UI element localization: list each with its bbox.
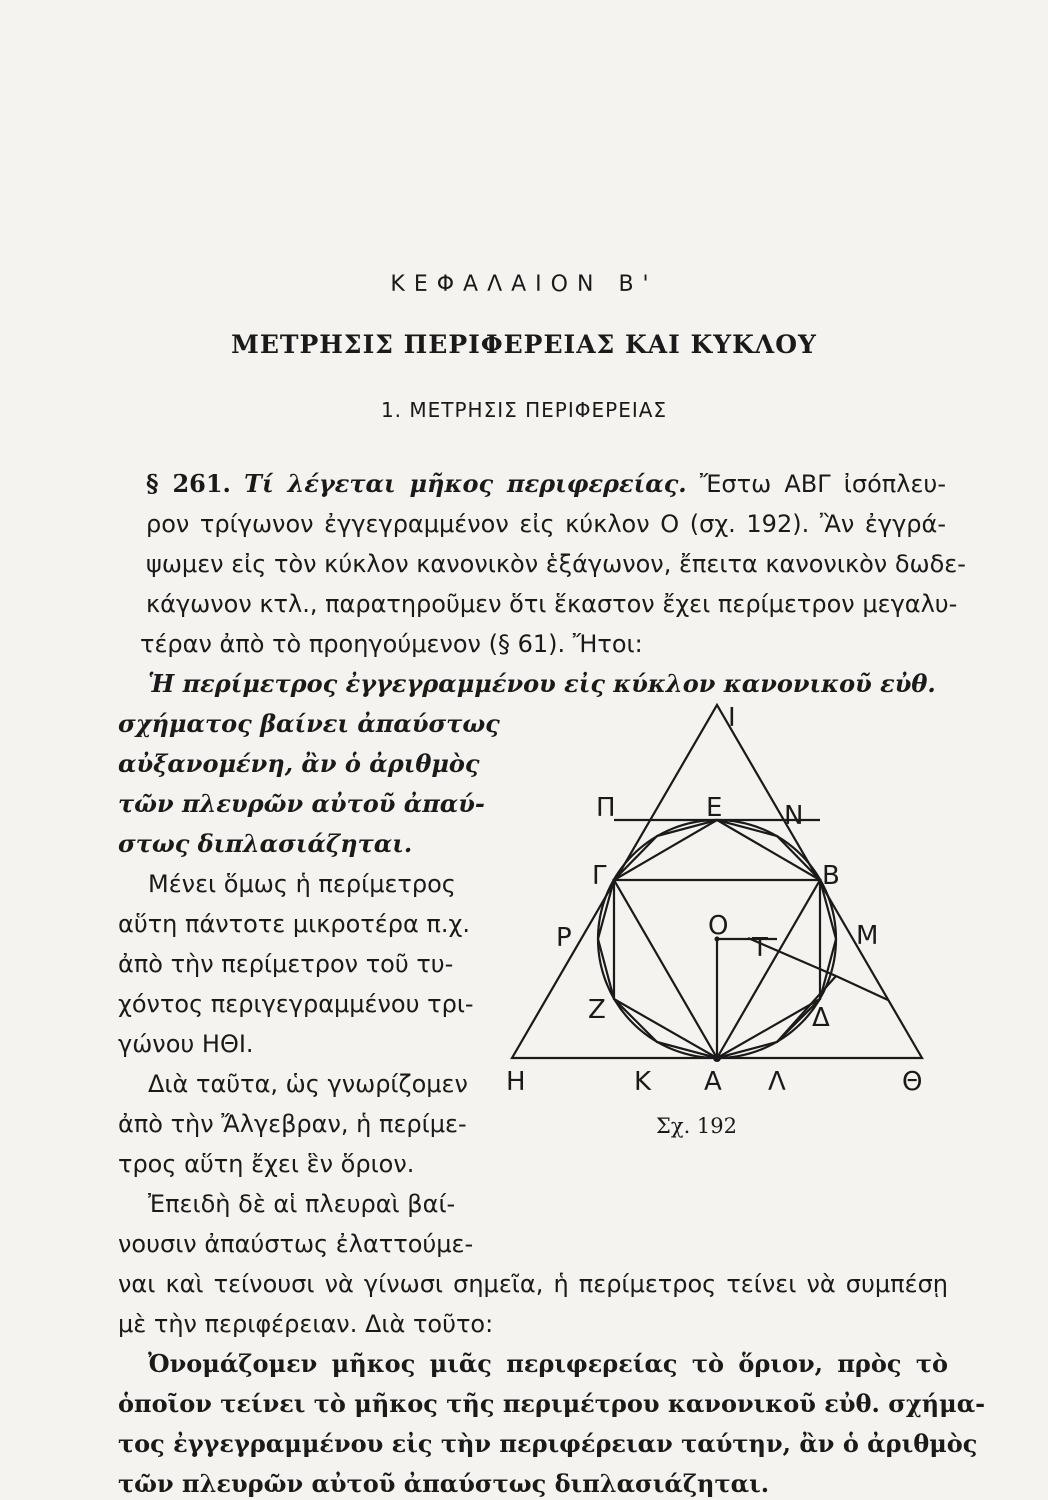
- label-K: Κ: [634, 1067, 652, 1097]
- label-L: Λ: [768, 1067, 786, 1097]
- label-D: Δ: [812, 1003, 830, 1033]
- para3-line1: Διὰ ταῦτα, ὡς γνωρίζομεν: [148, 1070, 468, 1098]
- figure-lines: [512, 705, 922, 1058]
- para1-line4: κάγωνον κτλ., παρατηροῦμεν ὅτι ἕκαστον ἔχει περίμετρον μεγαλυ-: [146, 590, 958, 618]
- para4-line3: ναι καὶ τείνουσι νὰ γίνωσι σημεῖα, ἡ περίμετρος τείνει νὰ συμπέσῃ: [118, 1270, 948, 1298]
- section-title: Τί λέγεται μῆκος περιφερείας.: [244, 469, 687, 498]
- label-R: Ρ: [556, 923, 572, 953]
- definition-line4: τῶν πλευρῶν αὐτοῦ ἀπαύστως διπλασιάζηται.: [118, 1469, 770, 1498]
- label-P: Π: [596, 793, 616, 823]
- para2-line1: Μένει ὅμως ἡ περίμετρος: [148, 870, 456, 898]
- definition-line2: ὁποῖον τείνει τὸ μῆκος τῆς περιμέτρου κανονικοῦ εὐθ. σχήμα-: [118, 1389, 986, 1418]
- para1-line1: [146, 468, 946, 500]
- para1-line1-rest: Ἔστω ΑΒΓ ἰσόπλευ-: [699, 470, 946, 498]
- definition-line1: Ὀνομάζομεν μῆκος μιᾶς περιφερείας τὸ ὅριον, πρὸς τὸ: [148, 1349, 948, 1378]
- para2-line2: αὕτη πάντοτε μικροτέρα π.χ.: [118, 910, 470, 938]
- para2-line3: ἀπὸ τὴν περίμετρον τοῦ τυ-: [118, 950, 454, 978]
- para2-line5: γώνου ΗΘΙ.: [118, 1030, 254, 1058]
- label-Z: Ζ: [588, 995, 606, 1025]
- para3-line3: τρος αὕτη ἔχει ἓν ὅριον.: [118, 1150, 415, 1178]
- section-number: § 261.: [146, 469, 231, 498]
- point-A: [713, 1054, 721, 1062]
- para1-line2: ρον τρίγωνον ἐγγεγραμμένον εἰς κύκλον Ο (σχ. 192). Ἂν ἐγγρά-: [146, 510, 946, 538]
- label-N: Ν: [784, 801, 804, 831]
- para4-line1: Ἐπειδὴ δὲ αἱ πλευραὶ βαί-: [148, 1190, 456, 1218]
- theorem-line4: τῶν πλευρῶν αὐτοῦ ἀπαύ-: [118, 789, 485, 818]
- theorem-line3: αὐξανομένη, ἂν ὁ ἀριθμὸς: [118, 749, 480, 778]
- label-Th: Θ: [902, 1067, 923, 1097]
- theorem-line5: στως διπλασιάζηται.: [118, 829, 413, 858]
- label-H: Η: [506, 1067, 526, 1097]
- label-O: Ο: [708, 911, 729, 941]
- chapter-heading: ΚΕΦΑΛΑΙΟΝ Β': [390, 272, 658, 297]
- label-I: Ι: [728, 703, 736, 733]
- theorem-line1: Ἡ περίμετρος ἐγγεγραμμένου εἰς κύκλον κανονικοῦ εὐθ.: [148, 669, 936, 698]
- page-title: ΜΕΤΡΗΣΙΣ ΠΕΡΙΦΕΡΕΙΑΣ ΚΑΙ ΚΥΚΛΟΥ: [231, 330, 817, 359]
- label-T: Τ: [752, 933, 768, 963]
- para3-line2: ἀπὸ τὴν Ἄλγεβραν, ἡ περίμε-: [118, 1110, 467, 1138]
- theorem-line2: σχήματος βαίνει ἀπαύστως: [118, 709, 500, 738]
- definition-line3: τος ἐγγεγραμμένου εἰς τὴν περιφέρειαν ταύτην, ἂν ὁ ἀριθμὸς: [118, 1429, 978, 1458]
- label-B: Β: [822, 861, 840, 891]
- para1-line3: ψωμεν εἰς τὸν κύκλον κανονικὸν ἑξάγωνον, ἔπειτα κανονικὸν δωδε-: [146, 550, 966, 578]
- label-A: Α: [704, 1067, 722, 1097]
- para2-line4: χόντος περιγεγραμμένου τρι-: [118, 990, 474, 1018]
- label-E: Ε: [706, 793, 723, 823]
- para4-line4: μὲ τὴν περιφέρειαν. Διὰ τοῦτο:: [118, 1310, 494, 1338]
- figure-caption: Σχ. 192: [656, 1114, 738, 1138]
- para1-line5: τέραν ἀπὸ τὸ προηγούμενον (§ 61). Ἤτοι:: [140, 630, 643, 658]
- geometry-figure: [488, 688, 958, 1098]
- label-M: Μ: [856, 921, 879, 951]
- section-heading: 1. ΜΕΤΡΗΣΙΣ ΠΕΡΙΦΕΡΕΙΑΣ: [380, 398, 668, 422]
- label-G: Γ: [592, 861, 607, 891]
- para4-line2: νουσιν ἀπαύστως ἐλαττούμε-: [118, 1230, 474, 1258]
